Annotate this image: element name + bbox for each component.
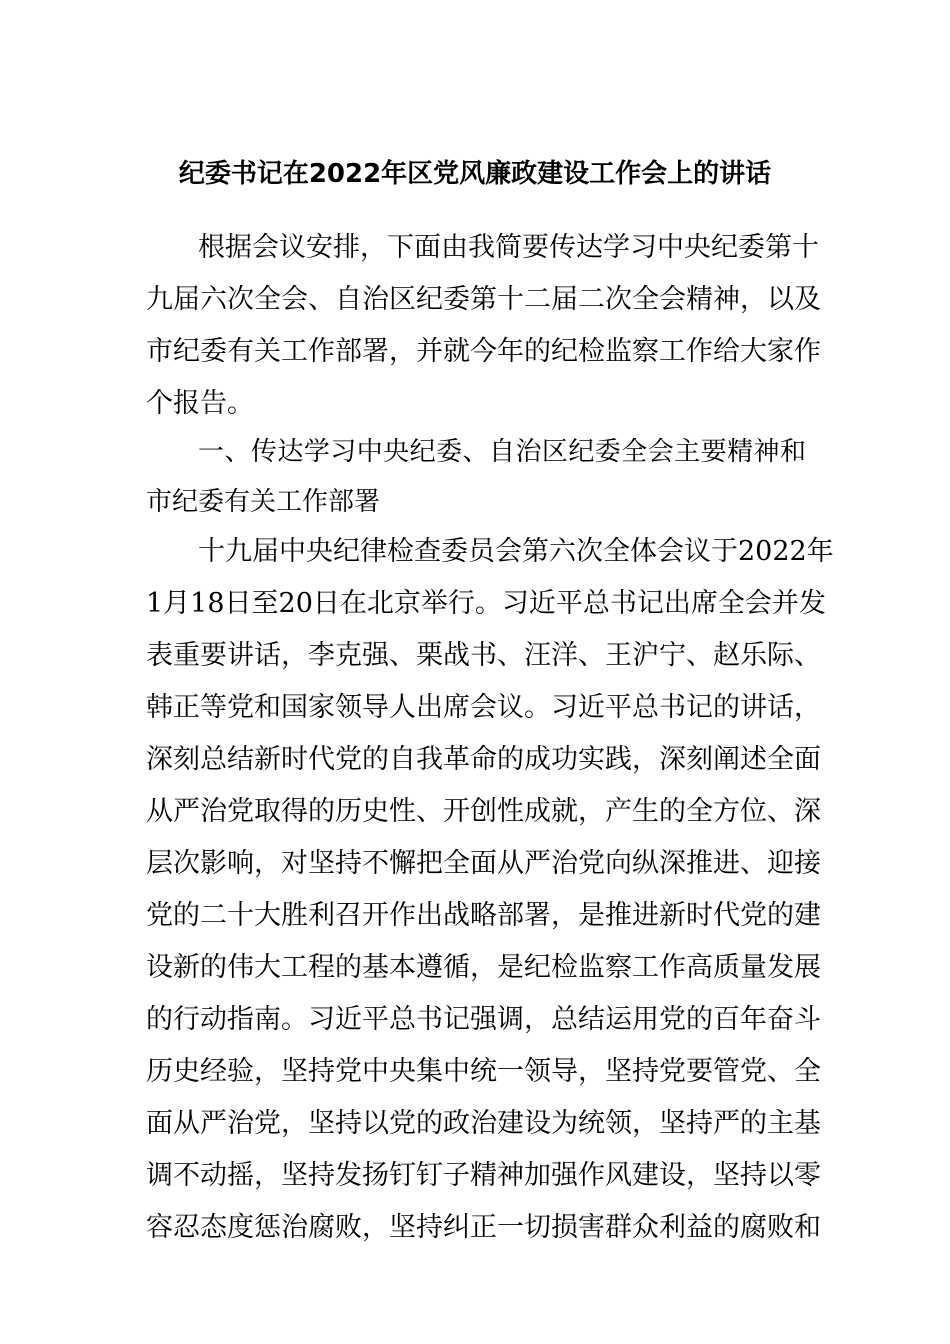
section-heading-line-1: 一、传达学习中央纪委、自治区纪委全会主要精神和 [198,437,806,467]
paragraph-2-line-3: 表重要讲话，李克强、栗战书、汪洋、王沪宁、赵乐际、 [146,640,821,671]
paragraph-2-line-6: 从严治党取得的历史性、开创性成就，产生的全方位、深 [146,796,821,827]
paragraph-1-line-2: 九届六次全会、自治区纪委第十二届二次全会精神，以及 [146,284,821,315]
document-title: 纪委书记在2022年区党风廉政建设工作会上的讲话 [178,159,772,189]
paragraph-2-line-5: 深刻总结新时代党的自我革命的成功实践，深刻阐述全面 [146,744,821,775]
paragraph-2-line-4: 韩正等党和国家领导人出席会议。习近平总书记的讲话， [146,692,821,723]
paragraph-2-line-9: 设新的伟大工程的基本遵循，是纪检监察工作高质量发展 [146,952,821,983]
paragraph-1-line-3: 市纪委有关工作部署，并就今年的纪检监察工作给大家作 [146,336,821,367]
paragraph-2-line-12: 面从严治党，坚持以党的政治建设为统领，坚持严的主基 [146,1108,821,1139]
paragraph-2-line-8: 党的二十大胜利召开作出战略部署，是推进新时代党的建 [146,900,821,931]
paragraph-2-line-1: 十九届中央纪律检查委员会第六次全体会议于2022年 [198,536,834,567]
paragraph-2-line-11: 历史经验，坚持党中央集中统一领导，坚持党要管党、全 [146,1056,821,1087]
section-heading-line-2: 市纪委有关工作部署 [146,487,381,517]
paragraph-2-line-7: 层次影响，对坚持不懈把全面从严治党向纵深推进、迎接 [146,848,821,879]
paragraph-1-line-1: 根据会议安排，下面由我简要传达学习中央纪委第十 [198,232,819,263]
paragraph-1-line-4: 个报告。 [146,388,254,419]
paragraph-2-line-14: 容忍态度惩治腐败，坚持纠正一切损害群众利益的腐败和 [146,1212,821,1243]
paragraph-2-line-10: 的行动指南。习近平总书记强调，总结运用党的百年奋斗 [146,1004,821,1035]
paragraph-2-line-13: 调不动摇，坚持发扬钉钉子精神加强作风建设，坚持以零 [146,1160,821,1191]
paragraph-2-line-2: 1月18日至20日在北京举行。习近平总书记出席全会并发 [146,588,826,619]
